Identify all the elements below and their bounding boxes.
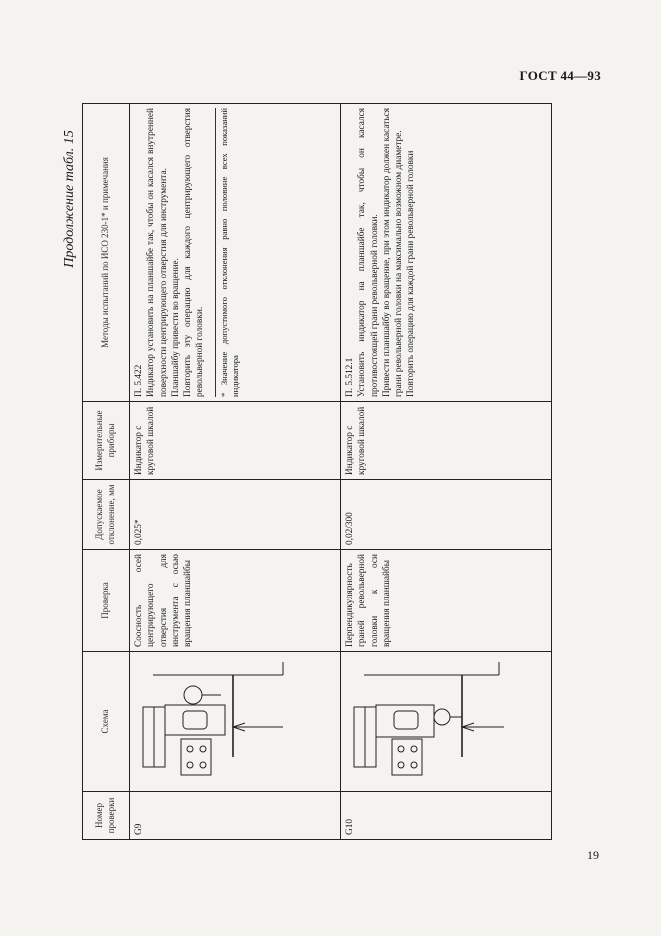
method-paragraph: Планшайбу привести во вращение.	[170, 258, 181, 397]
table-header-row	[83, 104, 130, 840]
document-header: ГОСТ 44—93	[519, 68, 601, 83]
method-paragraph: Индикатор установить на планшайбе так, чтобы он касался внутренней поверхности центрирующего отверстия для инструмента.	[146, 108, 169, 397]
table-caption: Продолжение табл. 15	[62, 130, 77, 268]
table-row-g10	[341, 104, 552, 840]
scheme-diagram-g9	[130, 652, 341, 792]
col-header-check: Проверка	[83, 550, 130, 652]
method-reference: П. 5.512.1	[345, 357, 355, 397]
method-description	[130, 104, 341, 402]
method-reference: П. 5.422	[134, 364, 144, 397]
col-header-tolerance: Допускаемое отклонение, мм	[83, 480, 130, 550]
col-header-methods: Методы испытаний по ИСО 230-1* и примечания	[83, 104, 130, 402]
footnote: * Значение допустимого отклонения равно половине всех показаний индикатора	[215, 108, 242, 397]
check-number: G10	[341, 792, 552, 840]
page-number: 19	[587, 848, 599, 862]
col-header-number: Номер проверки	[83, 792, 130, 840]
method-description	[341, 104, 552, 402]
tolerance-value: 0,02/300	[341, 480, 552, 550]
scheme-diagram-g10	[341, 652, 552, 792]
col-header-instruments: Измерительные приборы	[83, 402, 130, 480]
col-header-scheme: Схема	[83, 652, 130, 792]
table-15	[82, 103, 552, 840]
method-paragraph: Повторить эту операцию для каждого центрирующего отверстия револьверной головки.	[183, 108, 206, 397]
tolerance-value: 0,025*	[130, 480, 341, 550]
table-row-g9	[130, 104, 341, 840]
method-paragraph: Повторить операцию для каждой грани револьверной головки	[406, 150, 417, 397]
instrument: Индикатор с круговой шкалой	[130, 402, 341, 480]
check-number: G9	[130, 792, 341, 840]
check-description: Соосность осей центрирующего отверстия для инструмента с осью вращения планшайбы	[130, 550, 341, 652]
method-paragraph: Привести планшайбу во вращение, при этом индикатор должен касаться грани револьверной головки на максимально возможном диаметре.	[381, 108, 405, 397]
rotated-table-area	[82, 104, 552, 840]
instrument: Индикатор с круговой шкалой	[341, 402, 552, 480]
method-paragraph: Установить индикатор на планшайбе так, чтобы он касался противостоящей грани револьверной головки.	[357, 108, 380, 397]
check-description: Перпендикулярность граней револьверной головки к оси вращения планшайбы	[341, 550, 552, 652]
